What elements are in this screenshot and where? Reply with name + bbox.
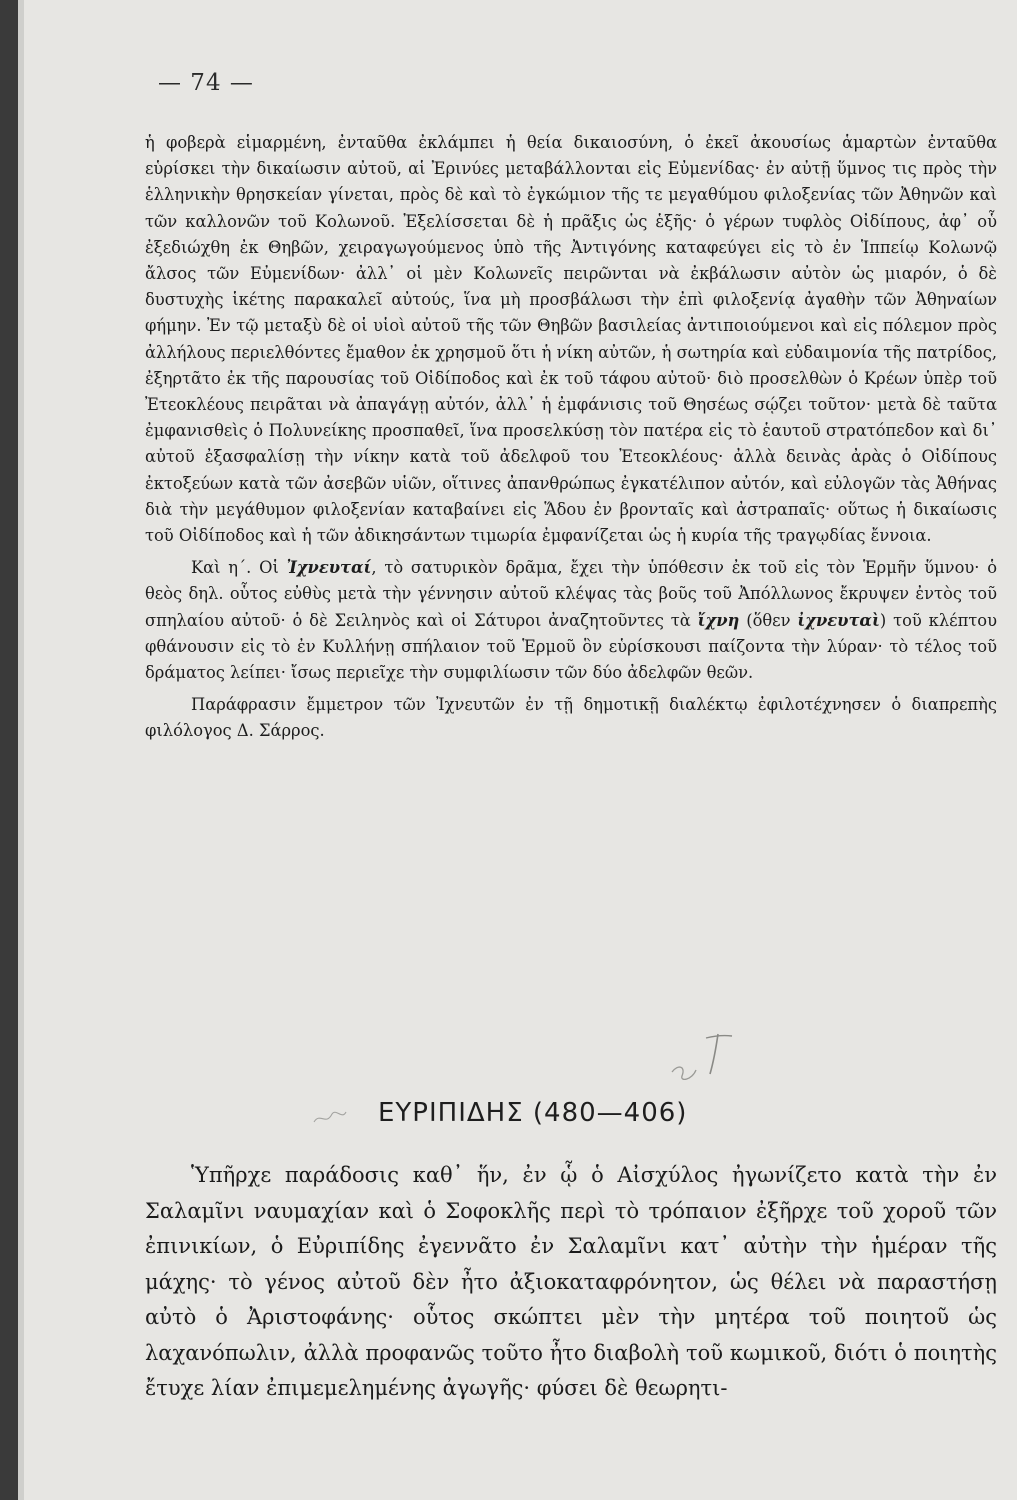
paragraph-ichneutai-prefix: Καὶ η´. Οἱ	[191, 558, 287, 578]
section-heading-euripides: ΕΥΡΙΠΙΔΗΣ (480—406)	[378, 1098, 688, 1128]
handwritten-pencil-mark	[658, 1030, 738, 1090]
page-number: — 74 —	[158, 70, 254, 96]
paragraph-oedipus: ἡ φοβερὰ εἱμαρμένη, ἐνταῦθα ἐκλάμπει ἡ θεία δικαιοσύνη, ὁ ἐκεῖ ἀκουσίως ἁμαρτὼν ἐνταῦθα εὑρίσκει τὴν δικαίωσιν αὐτοῦ, αἱ Ἐρινύες μεταβάλλονται εἰς Εὐμενίδας· ἐν αὐτῇ ὕμνος τις πρὸς τὴν ἑλληνικὴν θρησκείαν γίνεται, πρὸς δὲ καὶ τὸ ἐγκώμιον τῆς τε μεγαθύμου φιλοξενίας τῶν Ἀθηνῶν καὶ τῶν καλλονῶν τοῦ Κολωνοῦ. Ἐξελίσσεται δὲ ἡ πρᾶξις ὡς ἑξῆς· ὁ γέρων τυφλὸς Οἰδίπους, ἀφ᾽ οὗ ἐξεδιώχθη ἐκ Θηβῶν, χειραγωγούμενος ὑπὸ τῆς Ἀντιγόνης καταφεύγει εἰς τὸ ἐν Ἱππείῳ Κολωνῷ ἄλσος τῶν Εὐμενίδων· ἀλλ᾽ οἱ μὲν Κολωνεῖς πειρῶνται νὰ ἐκβάλωσιν αὐτὸν ὡς μιαρόν, ὁ δὲ δυστυχὴς ἱκέτης παρακαλεῖ αὐτούς, ἵνα μὴ προσβάλωσι τὴν ἐπὶ φιλοξενίᾳ ἀγαθὴν τῶν Ἀθηναίων φήμην. Ἐν τῷ μεταξὺ δὲ οἱ υἱοὶ αὐτοῦ τῆς τῶν Θηβῶν βασιλείας ἀντιποιούμενοι καὶ εἰς πόλεμον πρὸς ἀλλήλους περιελθόντες ἔμαθον ἐκ χρησμοῦ ὅτι ἡ νίκη αὐτῶν, ἡ σωτηρία καὶ εὐδαιμονία τῆς πατρίδος, ἐξηρτᾶτο ἐκ τῆς παρουσίας τοῦ Οἰδίποδος καὶ ἐκ τοῦ τάφου αὐτοῦ· διὸ προσελθὼν ὁ Κρέων ὑπὲρ τοῦ Ἐτεοκλέους πειρᾶται νὰ ἀπαγάγῃ αὐτόν, ἀλλ᾽ ἡ ἐμφάνισις τοῦ Θησέως σῴζει τοῦτον· μετὰ δὲ ταῦτα ἐμφανισθεὶς ὁ Πολυνείκης προσπαθεῖ, ἵνα προσελκύσῃ τὸν πατέρα εἰς τὸ ἑαυτοῦ στρατόπεδον καὶ δι᾽ αὐτοῦ ἐξασφαλίσῃ τὴν νίκην κατὰ τοῦ ἀδελφοῦ του Ἐτεοκλέους· ἀλλὰ δεινὰς ἀρὰς ὁ Οἰδίπους ἐκτοξεύων κατὰ τῶν ἀσεβῶν υἱῶν, οἵτινες ἀπανθρώπως ἐγκατέλιπον αὐτόν, καὶ εὐλογῶν τὰς Ἀθήνας διὰ τὴν μεγάθυμον φιλοξενίαν καταβαίνει εἰς Ἅδου ἐν βρονταῖς καὶ ἀστραπαῖς· οὕτως ἡ δικαίωσις τοῦ Οἰδίποδος καὶ ἡ τῶν ἀδικησάντων τιμωρία ἐμφανίζεται ὡς ἡ κυρία τῆς τραγῳδίας ἔννοια.	[145, 133, 997, 546]
faint-pencil-mark	[310, 1100, 350, 1130]
ichni-word: ἴχνη	[697, 610, 740, 630]
paragraph-ichneutai-paren: (ὅθεν	[739, 610, 798, 630]
page-edge-shadow	[18, 0, 24, 1500]
top-text-block	[145, 130, 997, 745]
ichneutai-word: ἰχνευταὶ	[797, 610, 880, 630]
document-page	[18, 0, 1017, 1500]
paragraph-euripides-birth: Ὑπῆρχε παράδοσις καθ᾽ ἥν, ἐν ᾧ ὁ Αἰσχύλος ἠγωνίζετο κατὰ τὴν ἐν Σαλαμῖνι ναυμαχίαν καὶ ὁ Σοφοκλῆς περὶ τὸ τρόπαιον ἐξῆρχε τοῦ χοροῦ τῶν ἐπινικίων, ὁ Εὐριπίδης ἐγεννᾶτο ἐν Σαλαμῖνι κατ᾽ αὐτὴν τὴν ἡμέραν τῆς μάχης· τὸ γένος αὐτοῦ δὲν ἦτο ἀξιοκαταφρόνητον, ὡς θέλει νὰ παραστήσῃ αὐτὸ ὁ Ἀριστοφάνης· οὗτος σκώπτει μὲν τὴν μητέρα τοῦ ποιητοῦ ὡς λαχανόπωλιν, ἀλλὰ προφανῶς τοῦτο ἦτο διαβολὴ τοῦ κωμικοῦ, διότι ὁ ποιητὴς ἔτυχε λίαν ἐπιμεμελημένης ἀγωγῆς· φύσει δὲ θεωρητι-	[145, 1163, 997, 1400]
bottom-text-block	[145, 1158, 997, 1407]
paragraph-ichneutai-mid: , τὸ σατυρικὸν δρᾶμα, ἔχει τὴν ὑπόθεσιν ἐκ τοῦ εἰς τὸν Ἑρμῆν ὕμνου· ὁ θεὸς δηλ. οὗτος εὐθὺς μετὰ τὴν γέννησιν αὐτοῦ κλέψας τὰς βοῦς τοῦ Ἀπόλλωνος ἔκρυψεν ἐντὸς τοῦ σπηλαίου αὐτοῦ· ὁ δὲ Σειληνὸς καὶ οἱ Σάτυροι ἀναζητοῦντες τὰ	[145, 558, 997, 630]
paragraph-ichneutai	[145, 555, 997, 686]
paragraph-ichneutai-rest: ) τοῦ κλέπτου φθάνουσιν εἰς τὸ ἐν Κυλλήνῃ σπήλαιον τοῦ Ἑρμοῦ ὃν εὑρίσκουσι παίζοντα τὴν λύραν· τὸ τέλος τοῦ δράματος λείπει· ἴσως περιεῖχε τὴν συμφιλίωσιν τῶν δύο ἀδελφῶν θεῶν.	[145, 610, 997, 683]
paragraph-paraphrase: Παράφρασιν ἔμμετρον τῶν Ἰχνευτῶν ἐν τῇ δημοτικῇ διαλέκτῳ ἐφιλοτέχνησεν ὁ διαπρεπὴς φιλόλογος Δ. Σάρρος.	[145, 695, 997, 741]
ichneutai-title: Ἰχνευταί	[286, 558, 372, 578]
